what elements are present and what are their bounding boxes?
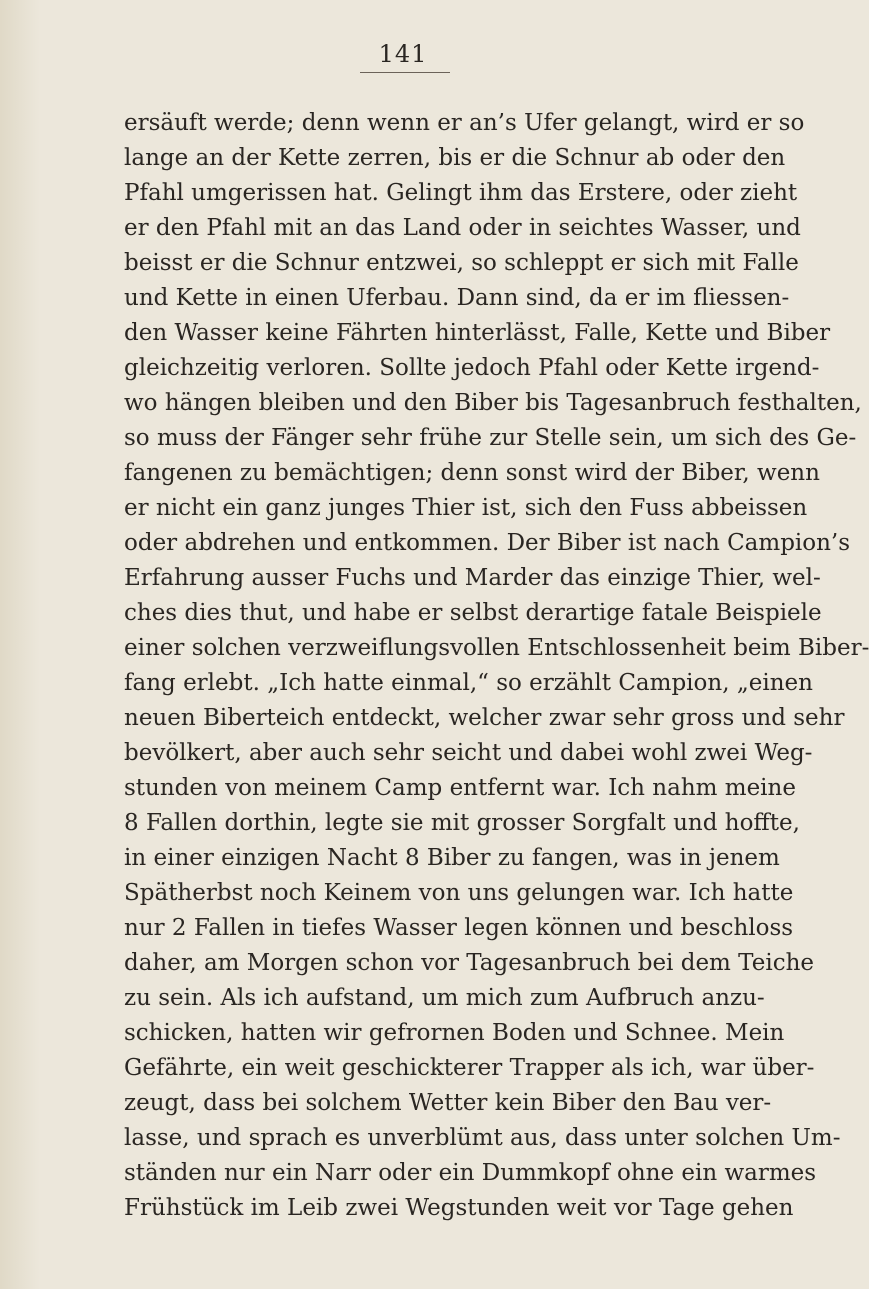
text-line: ches dies thut, und habe er selbst derartige fatale Beispiele bbox=[124, 600, 822, 626]
text-line: bevölkert, aber auch sehr seicht und dabei wohl zwei Weg- bbox=[124, 740, 813, 766]
text-line: stunden von meinem Camp entfernt war. Ich nahm meine bbox=[124, 775, 796, 801]
text-line: oder abdrehen und entkommen. Der Biber ist nach Campion’s bbox=[124, 530, 851, 556]
text-line: Frühstück im Leib zwei Wegstunden weit vor Tage gehen bbox=[124, 1195, 794, 1221]
text-line: ersäuft werde; denn wenn er an’s Ufer gelangt, wird er so bbox=[124, 110, 805, 136]
text-line: so muss der Fänger sehr frühe zur Stelle sein, um sich des Ge- bbox=[124, 425, 857, 451]
text-line: Gefährte, ein weit geschickterer Trapper als ich, war über- bbox=[124, 1055, 815, 1081]
text-line: schicken, hatten wir gefrornen Boden und Schnee. Mein bbox=[124, 1020, 785, 1046]
text-line: fangenen zu bemächtigen; denn sonst wird der Biber, wenn bbox=[124, 460, 820, 486]
text-line: beisst er die Schnur entzwei, so schleppt er sich mit Falle bbox=[124, 250, 799, 276]
text-line: ständen nur ein Narr oder ein Dummkopf ohne ein warmes bbox=[124, 1160, 817, 1186]
text-line: Spätherbst noch Keinem von uns gelungen war. Ich hatte bbox=[124, 880, 794, 906]
page-number: 141 bbox=[378, 40, 428, 68]
text-line: den Wasser keine Fährten hinterlässt, Falle, Kette und Biber bbox=[124, 320, 831, 346]
text-line: zeugt, dass bei solchem Wetter kein Biber den Bau ver- bbox=[124, 1090, 772, 1116]
text-line: er den Pfahl mit an das Land oder in seichtes Wasser, und bbox=[124, 215, 801, 241]
text-line: zu sein. Als ich aufstand, um mich zum Aufbruch anzu- bbox=[124, 985, 765, 1011]
text-line: wo hängen bleiben und den Biber bis Tagesanbruch festhalten, bbox=[124, 390, 862, 416]
text-line: lasse, und sprach es unverblümt aus, dass unter solchen Um- bbox=[124, 1125, 841, 1151]
text-line: gleichzeitig verloren. Sollte jedoch Pfahl oder Kette irgend- bbox=[124, 355, 820, 381]
text-line: er nicht ein ganz junges Thier ist, sich den Fuss abbeissen bbox=[124, 495, 808, 521]
text-line: nur 2 Fallen in tiefes Wasser legen können und beschloss bbox=[124, 915, 794, 941]
text-line: lange an der Kette zerren, bis er die Schnur ab oder den bbox=[124, 145, 786, 171]
text-line: daher, am Morgen schon vor Tagesanbruch bei dem Teiche bbox=[124, 950, 814, 976]
text-line: in einer einzigen Nacht 8 Biber zu fangen, was in jenem bbox=[124, 845, 780, 871]
text-line: 8 Fallen dorthin, legte sie mit grosser Sorgfalt und hoffte, bbox=[124, 810, 800, 836]
text-line: Erfahrung ausser Fuchs und Marder das einzige Thier, wel- bbox=[124, 565, 821, 591]
text-line: neuen Biberteich entdeckt, welcher zwar sehr gross und sehr bbox=[124, 705, 845, 731]
text-line: einer solchen verzweiflungsvollen Entschlossenheit beim Biber- bbox=[124, 635, 869, 661]
text-line: Pfahl umgerissen hat. Gelingt ihm das Erstere, oder zieht bbox=[124, 180, 798, 206]
text-line: fang erlebt. „Ich hatte einmal,“ so erzählt Campion, „einen bbox=[124, 670, 813, 696]
text-line: und Kette in einen Uferbau. Dann sind, da er im fliessen- bbox=[124, 285, 790, 311]
